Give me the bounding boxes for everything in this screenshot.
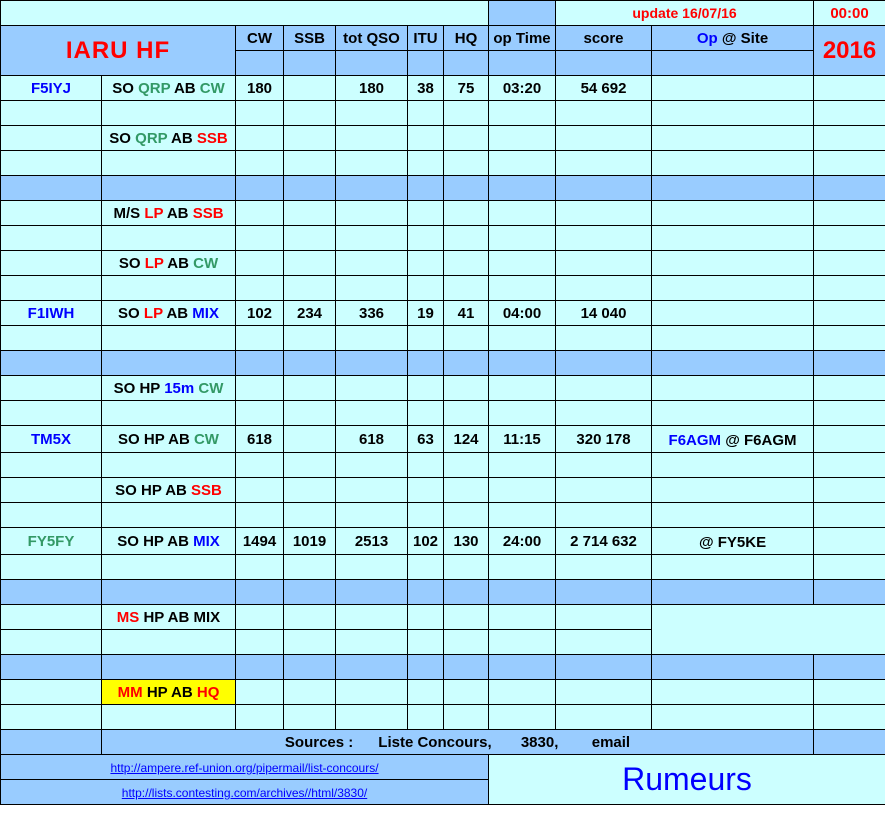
rumeurs-title: Rumeurs <box>622 761 752 797</box>
table-row <box>1 126 885 151</box>
col-header-site: @ Site <box>717 29 769 47</box>
update-date: update 16/07/16 <box>632 4 737 21</box>
table-row <box>1 453 885 478</box>
table-row <box>1 151 885 176</box>
col-header-op-site <box>652 26 814 51</box>
itu-cell: 102 <box>408 528 444 555</box>
itu-cell: 19 <box>408 301 444 326</box>
hq-cell: 41 <box>444 301 489 326</box>
year-cell <box>814 26 885 76</box>
cat-lp: LP <box>144 204 164 222</box>
operator: F6AGM <box>668 431 722 449</box>
ssb-cell <box>284 76 336 101</box>
cat-hp: HP <box>146 683 168 701</box>
cat-ab: AB <box>173 79 196 97</box>
empty-cell <box>814 301 885 326</box>
site: @ F6AGM <box>721 431 797 449</box>
score-cell: 320 178 <box>556 426 652 453</box>
tot-qso-cell: 2513 <box>336 528 408 555</box>
op-site-cell <box>652 301 814 326</box>
col-header-op: Op <box>696 29 718 47</box>
category-cell <box>102 301 236 326</box>
cat-mix: MIX <box>193 532 220 550</box>
cat-ssb: SSB <box>196 129 228 147</box>
header-sub-cell <box>236 51 284 76</box>
table-row <box>1 201 885 226</box>
table-row <box>1 680 885 705</box>
cat-so: SO <box>118 254 141 272</box>
cat-so: SO <box>109 129 131 147</box>
cat-ssb: SSB <box>192 204 224 222</box>
update-date-cell <box>556 1 814 26</box>
ssb-cell: 234 <box>284 301 336 326</box>
cat-hp: HP <box>143 430 165 448</box>
empty-cell <box>814 528 885 555</box>
cat-ssb: SSB <box>191 481 222 499</box>
category-cell-highlight <box>102 680 236 705</box>
ssb-cell <box>284 426 336 453</box>
op-time-cell: 11:15 <box>489 426 556 453</box>
col-header-score: score <box>556 26 652 51</box>
cat-qrp: QRP <box>138 79 171 97</box>
callsign-cell <box>1 76 102 101</box>
sources-3830: 3830, <box>520 733 559 751</box>
cat-so: SO <box>112 79 134 97</box>
table-row <box>1 251 885 276</box>
category-cell <box>102 528 236 555</box>
cat-mix: MIX <box>193 608 221 626</box>
table-row <box>1 605 885 630</box>
op-time-cell: 04:00 <box>489 301 556 326</box>
category-cell <box>102 426 236 453</box>
cat-hp: HP <box>143 532 164 550</box>
cw-cell: 102 <box>236 301 284 326</box>
separator-row <box>1 351 885 376</box>
header-sub-cell <box>444 51 489 76</box>
table-row <box>1 478 885 503</box>
op-site-cell <box>652 528 814 555</box>
cat-so: SO <box>115 481 137 499</box>
op-time-cell: 24:00 <box>489 528 556 555</box>
empty-cell <box>814 426 885 453</box>
callsign-cell <box>1 426 102 453</box>
cat-hp: HP <box>143 608 165 626</box>
header-sub-cell <box>489 51 556 76</box>
itu-cell: 63 <box>408 426 444 453</box>
sources-email: email <box>591 733 631 751</box>
callsign: FY5FY <box>27 532 75 550</box>
sources-row <box>1 730 885 755</box>
cat-hp: HP <box>140 481 162 499</box>
cat-mm: MM <box>117 683 143 701</box>
cat-hq: HQ <box>196 683 220 701</box>
header-sub-cell <box>556 51 652 76</box>
year: 2016 <box>822 36 877 64</box>
tot-qso-cell: 618 <box>336 426 408 453</box>
update-time: 00:00 <box>830 4 869 22</box>
table-row <box>1 503 885 528</box>
cat-qrp: QRP <box>135 129 168 147</box>
score-cell: 14 040 <box>556 301 652 326</box>
cat-hp: HP <box>139 379 161 397</box>
cat-cw: CW <box>193 254 219 272</box>
link-list-concours[interactable]: http://ampere.ref-union.org/pipermail/list-concours/ <box>110 760 379 775</box>
score-cell: 2 714 632 <box>556 528 652 555</box>
cat-ab: AB <box>167 532 189 550</box>
category-cell <box>102 76 236 101</box>
top-blank-cell <box>1 1 489 26</box>
sources-list: Liste Concours, <box>378 733 492 751</box>
header-sub-cell <box>284 51 336 76</box>
callsign-cell <box>1 301 102 326</box>
header-sub-cell <box>652 51 814 76</box>
hq-cell: 75 <box>444 76 489 101</box>
separator-row <box>1 655 885 680</box>
op-site-cell <box>652 426 814 453</box>
hq-cell: 130 <box>444 528 489 555</box>
link-cell <box>1 780 489 805</box>
cat-cw: CW <box>198 379 224 397</box>
page-title-cell <box>1 26 236 76</box>
table-row <box>1 101 885 126</box>
cat-ab: AB <box>167 254 189 272</box>
cat-so: SO <box>118 304 140 322</box>
cw-cell: 618 <box>236 426 284 453</box>
cat-ab: AB <box>168 430 190 448</box>
category-cell <box>102 605 236 630</box>
cat-ab: AB <box>166 304 189 322</box>
category-cell <box>102 376 236 401</box>
table-row <box>1 555 885 580</box>
cat-ab: AB <box>171 683 193 701</box>
rumeurs-cell <box>489 755 885 805</box>
callsign: F5IYJ <box>30 79 72 97</box>
cat-lp: LP <box>144 254 164 272</box>
cat-lp: LP <box>143 304 163 322</box>
col-header-ssb: SSB <box>284 26 336 51</box>
cat-so: SO <box>113 379 136 397</box>
cat-cw: CW <box>193 430 219 448</box>
cat-ab: AB <box>165 481 187 499</box>
callsign: TM5X <box>30 430 71 448</box>
link-cell <box>1 755 489 780</box>
top-blank-cell <box>489 1 556 26</box>
table-row <box>1 76 885 101</box>
table-row <box>1 376 885 401</box>
callsign: F1IWH <box>27 304 75 322</box>
hq-cell: 124 <box>444 426 489 453</box>
cw-cell: 180 <box>236 76 284 101</box>
col-header-tot-qso: tot QSO <box>336 26 408 51</box>
cat-ab: AB <box>166 204 189 222</box>
ssb-cell: 1019 <box>284 528 336 555</box>
cat-so: SO <box>118 430 140 448</box>
link-3830[interactable]: http://lists.contesting.com/archives//html/3830/ <box>121 785 368 800</box>
table-row <box>1 401 885 426</box>
category-cell <box>102 478 236 503</box>
table-row <box>1 276 885 301</box>
cat-ab: AB <box>171 129 193 147</box>
op-site-cell <box>652 76 814 101</box>
table-row <box>1 226 885 251</box>
category-cell <box>102 201 236 226</box>
category-cell <box>102 126 236 151</box>
page-title: IARU HF <box>65 36 171 64</box>
cat-cw: CW <box>199 79 225 97</box>
cat-mix: MIX <box>192 304 219 322</box>
cat-ab: AB <box>167 608 190 626</box>
empty-cell <box>814 76 885 101</box>
update-time-cell <box>814 1 885 26</box>
cw-cell: 1494 <box>236 528 284 555</box>
cat-so: SO <box>117 532 139 550</box>
merged-blank-cell <box>652 605 885 655</box>
header-sub-cell <box>336 51 408 76</box>
cat-ms: M/S <box>113 204 141 222</box>
op-time-cell: 03:20 <box>489 76 556 101</box>
table-row <box>1 301 885 326</box>
col-header-op-time: op Time <box>489 26 556 51</box>
cat-ms: MS <box>116 608 140 626</box>
cat-band: 15m <box>164 379 195 397</box>
sources-label: Sources : <box>284 733 354 751</box>
table-row <box>1 705 885 730</box>
separator-row <box>1 176 885 201</box>
tot-qso-cell: 336 <box>336 301 408 326</box>
col-header-itu: ITU <box>408 26 444 51</box>
score-cell: 54 692 <box>556 76 652 101</box>
table-row <box>1 528 885 555</box>
col-header-cw: CW <box>236 26 284 51</box>
site: @ FY5KE <box>698 533 767 551</box>
table-row <box>1 326 885 351</box>
col-header-hq: HQ <box>444 26 489 51</box>
callsign-cell <box>1 528 102 555</box>
header-sub-cell <box>408 51 444 76</box>
table-row <box>1 426 885 453</box>
category-cell <box>102 251 236 276</box>
itu-cell: 38 <box>408 76 444 101</box>
separator-row <box>1 580 885 605</box>
sources-cell <box>102 730 814 755</box>
tot-qso-cell: 180 <box>336 76 408 101</box>
